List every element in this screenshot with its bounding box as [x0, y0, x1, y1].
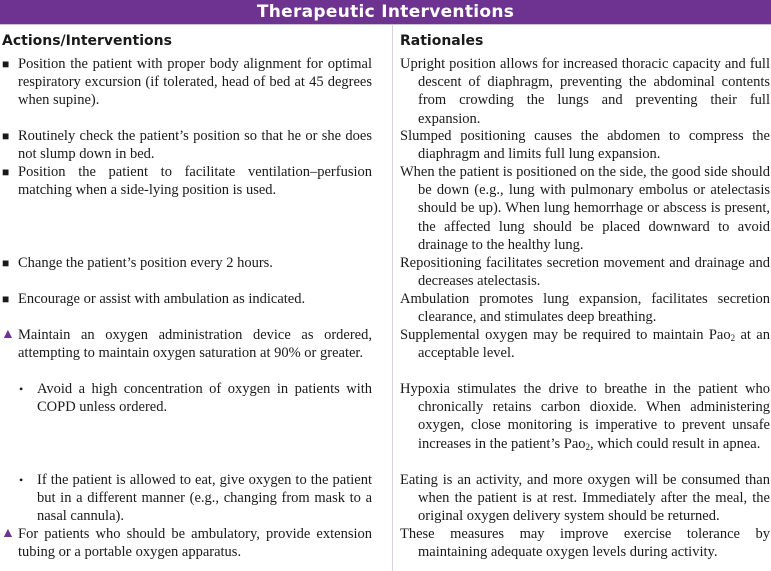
rationale-text: Slumped positioning causes the abdomen to compress the diaphragm and limits full lung expansion.	[400, 128, 770, 163]
rationale-text: Ambulation promotes lung expansion, facilitates secretion clearance, and stimulates deep breathing.	[400, 291, 770, 326]
action-text: Position the patient with proper body alignment for optimal respiratory excursion (if tolerated, head of bed at 45 degrees when supine).	[18, 56, 372, 109]
rationale-text: Repositioning facilitates secretion movement and drainage and decreases atelectasis.	[400, 255, 770, 290]
column-divider	[392, 25, 393, 571]
action-text: Position the patient to facilitate ventilation–perfusion matching when a side-lying position is used.	[18, 164, 372, 199]
square-bullet-icon: ■	[2, 292, 10, 306]
section-title: Therapeutic Interventions	[0, 0, 771, 24]
rationale-text	[400, 326, 770, 362]
actions-column-header: Actions/Interventions	[2, 33, 172, 49]
square-bullet-icon: ■	[2, 256, 10, 270]
rationale-text: Upright position allows for increased thoracic capacity and full descent of diaphragm, preventing the abdominal contents from crowding the lungs and preventing their full expansion.	[400, 56, 770, 127]
action-text: Avoid a high concentration of oxygen in patients with COPD unless ordered.	[37, 381, 372, 416]
action-text: Change the patient’s position every 2 hours.	[18, 255, 273, 271]
rationale-text: When the patient is positioned on the side, the good side should be down (e.g., lung with pulmonary embolus or atelectasis should be up). When lung hemorrhage or abscess is present, the affected lung should be placed downward to avoid drainage to the healthy lung.	[400, 164, 770, 253]
rationale-text-part: , which could result in apnea.	[590, 435, 761, 452]
square-bullet-icon: ■	[2, 165, 10, 179]
triangle-bullet-icon: ▲	[1, 327, 15, 342]
square-bullet-icon: ■	[2, 129, 10, 143]
action-text: Routinely check the patient’s position so that he or she does not slump down in bed.	[18, 128, 372, 163]
action-text: Maintain an oxygen administration device as ordered, attempting to maintain oxygen saturation at 90% or greater.	[18, 327, 372, 362]
rationale-text: These measures may improve exercise tolerance by maintaining adequate oxygen levels during activity.	[400, 526, 770, 561]
action-text: If the patient is allowed to eat, give oxygen to the patient but in a different manner (e.g., changing from mask to a nasal cannula).	[37, 472, 372, 525]
square-bullet-icon: ■	[2, 57, 10, 71]
rationale-text: Eating is an activity, and more oxygen will be consumed than when the patient is at rest. Immediately after the meal, the original oxygen delivery system should be returned.	[400, 472, 770, 525]
action-text: Encourage or assist with ambulation as indicated.	[18, 291, 306, 307]
subscript-two: 2	[730, 333, 736, 343]
action-text: For patients who should be ambulatory, provide extension tubing or a portable oxygen apparatus.	[18, 526, 372, 561]
rationale-text-part: Hypoxia stimulates the drive to breathe in the patient who chronically retains carbon dioxide. When administering oxygen, close monitoring is imperative to prevent unsafe increases in the patient’s Pao	[400, 381, 770, 452]
round-bullet-icon: •	[19, 473, 24, 487]
header-divider	[0, 24, 771, 25]
triangle-bullet-icon: ▲	[1, 526, 15, 541]
rationale-text-part: at an acceptable level.	[418, 327, 770, 362]
rationales-column-header: Rationales	[400, 33, 484, 49]
rationale-text	[400, 380, 770, 453]
subscript-two: 2	[585, 441, 591, 452]
rationale-text-part: Supplemental oxygen may be required to maintain Pao	[400, 327, 731, 343]
round-bullet-icon: •	[19, 382, 24, 396]
